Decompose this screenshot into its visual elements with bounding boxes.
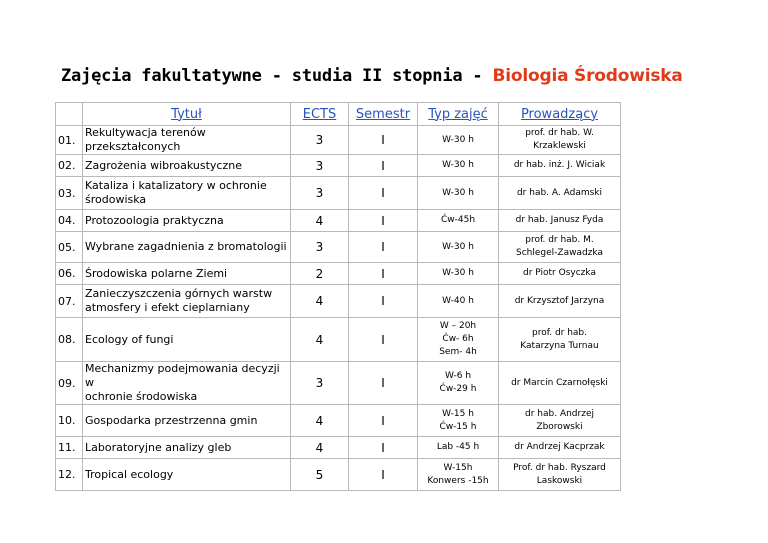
course-lecturer: dr Piotr Osyczka xyxy=(499,263,620,284)
table-row xyxy=(56,437,620,458)
table-row xyxy=(56,126,620,154)
header-ects: ECTS xyxy=(291,103,348,125)
course-lecturer: dr Krzysztof Jarzyna xyxy=(499,285,620,317)
course-type: W-30 h xyxy=(418,177,498,209)
course-lecturer: dr Andrzej Kacprzak xyxy=(499,437,620,458)
course-semester: I xyxy=(349,232,417,262)
course-type: W-30 h xyxy=(418,232,498,262)
course-title: Mechanizmy podejmowania decyzji w ochronie środowiska xyxy=(83,362,290,404)
course-lecturer: Prof. dr hab. Ryszard Laskowski xyxy=(499,459,620,490)
course-ects: 4 xyxy=(291,318,348,361)
course-type: W-30 h xyxy=(418,155,498,176)
course-lecturer: prof. dr hab. M. Schlegel-Zawadzka xyxy=(499,232,620,262)
header-row xyxy=(56,103,620,125)
course-type: W – 20h Ćw- 6h Sem- 4h xyxy=(418,318,498,361)
course-ects: 4 xyxy=(291,437,348,458)
row-number: 05. xyxy=(56,232,82,262)
course-title: Zanieczyszczenia górnych warstw atmosfery i efekt cieplarniany xyxy=(83,285,290,317)
course-title: Środowiska polarne Ziemi xyxy=(83,263,290,284)
course-semester: I xyxy=(349,126,417,154)
row-number: 09. xyxy=(56,362,82,404)
title-prefix: Zajęcia fakultatywne - studia II stopnia - xyxy=(61,66,493,86)
row-number: 10. xyxy=(56,405,82,436)
course-semester: I xyxy=(349,362,417,404)
table-row xyxy=(56,263,620,284)
course-ects: 3 xyxy=(291,155,348,176)
course-type: W-15 h Ćw-15 h xyxy=(418,405,498,436)
course-lecturer: prof. dr hab. Katarzyna Turnau xyxy=(499,318,620,361)
course-semester: I xyxy=(349,459,417,490)
table-row xyxy=(56,459,620,490)
course-ects: 4 xyxy=(291,285,348,317)
row-number: 02. xyxy=(56,155,82,176)
table-row xyxy=(56,177,620,209)
table-row xyxy=(56,232,620,262)
course-type: W-15h Konwers -15h xyxy=(418,459,498,490)
course-lecturer: dr hab. Andrzej Zborowski xyxy=(499,405,620,436)
course-title: Gospodarka przestrzenna gmin xyxy=(83,405,290,436)
title-accent: Biologia Środowiska xyxy=(492,66,683,86)
course-lecturer: prof. dr hab. W. Krzaklewski xyxy=(499,126,620,154)
row-number: 11. xyxy=(56,437,82,458)
course-title: Kataliza i katalizatory w ochronie środowiska xyxy=(83,177,290,209)
row-number: 06. xyxy=(56,263,82,284)
course-ects: 4 xyxy=(291,210,348,231)
course-semester: I xyxy=(349,210,417,231)
row-number: 08. xyxy=(56,318,82,361)
row-number: 04. xyxy=(56,210,82,231)
table-row xyxy=(56,362,620,404)
table-row xyxy=(56,285,620,317)
header-type: Typ zajęć xyxy=(418,103,498,125)
header-no xyxy=(56,103,82,125)
course-type: W-6 h Ćw-29 h xyxy=(418,362,498,404)
course-ects: 3 xyxy=(291,362,348,404)
course-title: Tropical ecology xyxy=(83,459,290,490)
table-row xyxy=(56,210,620,231)
course-title: Rekultywacja terenów przekształconych xyxy=(83,126,290,154)
course-ects: 3 xyxy=(291,126,348,154)
row-number: 07. xyxy=(56,285,82,317)
row-number: 01. xyxy=(56,126,82,154)
course-ects: 3 xyxy=(291,177,348,209)
header-title: Tytuł xyxy=(83,103,290,125)
table-row xyxy=(56,155,620,176)
course-title: Laboratoryjne analizy gleb xyxy=(83,437,290,458)
course-lecturer: dr hab. inż. J. Wiciak xyxy=(499,155,620,176)
course-ects: 3 xyxy=(291,232,348,262)
course-type: W-40 h xyxy=(418,285,498,317)
row-number: 12. xyxy=(56,459,82,490)
course-lecturer: dr hab. Janusz Fyda xyxy=(499,210,620,231)
course-semester: I xyxy=(349,285,417,317)
course-type: Ćw-45h xyxy=(418,210,498,231)
course-ects: 4 xyxy=(291,405,348,436)
courses-table xyxy=(55,102,621,491)
course-type: W-30 h xyxy=(418,126,498,154)
course-semester: I xyxy=(349,155,417,176)
course-title: Wybrane zagadnienia z bromatologii xyxy=(83,232,290,262)
header-semester: Semestr xyxy=(349,103,417,125)
course-title: Zagrożenia wibroakustyczne xyxy=(83,155,290,176)
course-ects: 5 xyxy=(291,459,348,490)
page-title xyxy=(61,66,683,86)
table-row xyxy=(56,318,620,361)
row-number: 03. xyxy=(56,177,82,209)
course-ects: 2 xyxy=(291,263,348,284)
course-title: Protozoologia praktyczna xyxy=(83,210,290,231)
course-type: Lab -45 h xyxy=(418,437,498,458)
course-lecturer: dr Marcin Czarnołęski xyxy=(499,362,620,404)
course-type: W-30 h xyxy=(418,263,498,284)
course-lecturer: dr hab. A. Adamski xyxy=(499,177,620,209)
table-row xyxy=(56,405,620,436)
header-lecturer: Prowadzący xyxy=(499,103,620,125)
course-semester: I xyxy=(349,437,417,458)
course-title: Ecology of fungi xyxy=(83,318,290,361)
course-semester: I xyxy=(349,405,417,436)
course-semester: I xyxy=(349,318,417,361)
course-semester: I xyxy=(349,177,417,209)
course-semester: I xyxy=(349,263,417,284)
